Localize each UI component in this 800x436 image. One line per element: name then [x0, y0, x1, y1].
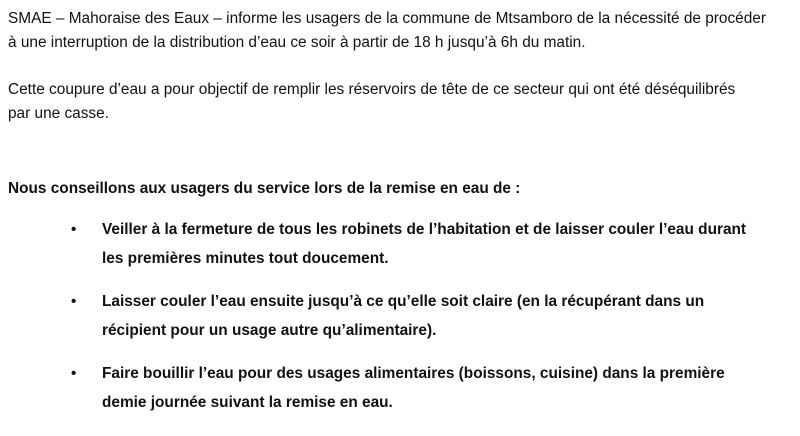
- advice-list: [8, 215, 792, 417]
- advice-heading: Nous conseillons aux usagers du service lors de la remise en eau de :: [8, 180, 521, 197]
- bullet-icon: •: [71, 365, 77, 382]
- notice-paragraph-intro: [8, 7, 792, 55]
- advice-line: demie journée suivant la remise en eau.: [102, 394, 393, 411]
- advice-line: Laisser couler l’eau ensuite jusqu’à ce qu’elle soit claire (en la récupérant dans un: [102, 293, 705, 310]
- advice-item: [8, 287, 792, 345]
- advice-line: récipient pour un usage autre qu’alimentaire).: [102, 322, 437, 339]
- paragraph-line: par une casse.: [8, 105, 109, 122]
- advice-item: [8, 359, 792, 417]
- paragraph-line: SMAE – Mahoraise des Eaux – informe les usagers de la commune de Mtsamboro de la nécessité de procéder: [8, 10, 766, 27]
- paragraph-line: à une interruption de la distribution d’eau ce soir à partir de 18 h jusqu’à 6h du matin.: [8, 34, 586, 51]
- paragraph-line: Cette coupure d’eau a pour objectif de remplir les réservoirs de tête de ce secteur qui ont été déséquilibrés: [8, 81, 736, 98]
- bullet-icon: •: [71, 293, 77, 310]
- bullet-icon: •: [71, 221, 77, 238]
- advice-line: Faire bouillir l’eau pour des usages alimentaires (boissons, cuisine) dans la première: [102, 365, 725, 382]
- advice-line: Veiller à la fermeture de tous les robinets de l’habitation et de laisser couler l’eau durant: [102, 221, 747, 238]
- advice-line: les premières minutes tout doucement.: [102, 250, 389, 267]
- notice-paragraph-purpose: [8, 78, 792, 126]
- advice-item: [8, 215, 792, 273]
